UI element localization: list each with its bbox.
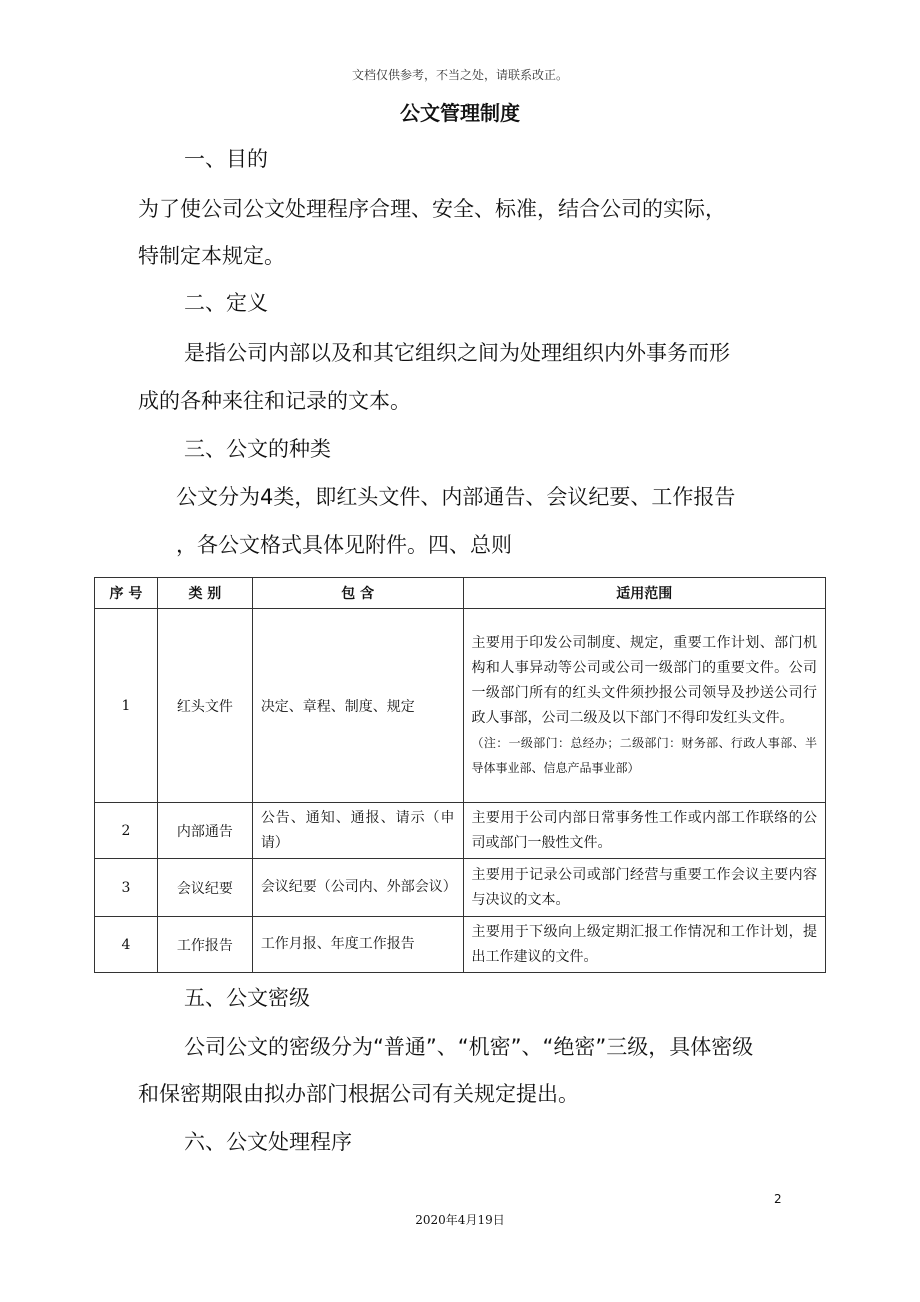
document-types-table xyxy=(94,577,826,973)
section-5-line-1: 公司公文的密级分为“普通”、“机密”、“绝密”三级，具体密级 xyxy=(184,1035,754,1059)
table-row xyxy=(95,859,826,917)
row-includes: 工作月报、年度工作报告 xyxy=(252,917,463,973)
table-row xyxy=(95,609,826,803)
table-row xyxy=(95,917,826,973)
header-no: 序 号 xyxy=(95,578,158,609)
row-category: 红头文件 xyxy=(157,609,252,803)
document-title: 公文管理制度 xyxy=(400,101,520,125)
row-number: 3 xyxy=(95,859,158,917)
page-number: 2 xyxy=(774,1192,782,1206)
row-includes: 决定、章程、制度、规定 xyxy=(252,609,463,803)
section-2-heading: 二、定义 xyxy=(184,291,268,315)
section-2-line-2: 成的各种来往和记录的文本。 xyxy=(138,389,411,413)
header-scope: 适用范围 xyxy=(463,578,825,609)
row-category: 工作报告 xyxy=(157,917,252,973)
section-3-heading: 三、公文的种类 xyxy=(184,437,331,461)
scope-text: 主要用于印发公司制度、规定，重要工作计划、部门机构和人事异动等公司或公司一级部门的重要文件。公司一级部门所有的红头文件须抄报公司领导及抄送公司行政人事部，公司二级及以下部门不得印发红头文件。 xyxy=(471,634,817,726)
section-5-heading: 五、公文密级 xyxy=(184,986,310,1010)
row-number: 1 xyxy=(95,609,158,803)
row-includes: 会议纪要（公司内、外部会议） xyxy=(252,859,463,917)
header-includes: 包 含 xyxy=(252,578,463,609)
section-2-line-1: 是指公司内部以及和其它组织之间为处理组织内外事务而形 xyxy=(184,341,730,365)
row-number: 4 xyxy=(95,917,158,973)
section-1-heading: 一、目的 xyxy=(184,147,268,171)
row-includes: 公告、通知、通报、请示（申请） xyxy=(252,803,463,859)
row-category: 会议纪要 xyxy=(157,859,252,917)
row-category: 内部通告 xyxy=(157,803,252,859)
section-3-line-2: ，各公文格式具体见附件。四、总则 xyxy=(176,533,512,557)
section-6-heading: 六、公文处理程序 xyxy=(184,1130,352,1154)
row-scope: 主要用于公司内部日常事务性工作或内部工作联络的公司或部门一般性文件。 xyxy=(463,803,825,859)
header-note: 文档仅供参考，不当之处，请联系改正。 xyxy=(351,68,568,82)
row-number: 2 xyxy=(95,803,158,859)
header-category: 类 别 xyxy=(157,578,252,609)
footer-date: 2020年4月19日 xyxy=(415,1213,505,1227)
section-1-line-2: 特制定本规定。 xyxy=(138,244,285,268)
table-header-row xyxy=(95,578,826,609)
section-3-line-1: 公文分为4类，即红头文件、内部通告、会议纪要、工作报告 xyxy=(176,485,736,509)
section-1-line-1: 为了使公司公文处理程序合理、安全、标准，结合公司的实际， xyxy=(138,197,726,221)
section-5-line-2: 和保密期限由拟办部门根据公司有关规定提出。 xyxy=(138,1082,579,1106)
scope-note: （注：一级部门：总经办；二级部门：财务部、行政人事部、半导体事业部、信息产品事业部） xyxy=(471,735,817,775)
table-row xyxy=(95,803,826,859)
row-scope xyxy=(463,609,825,803)
row-scope: 主要用于记录公司或部门经营与重要工作会议主要内容与决议的文本。 xyxy=(463,859,825,917)
row-scope: 主要用于下级向上级定期汇报工作情况和工作计划，提出工作建议的文件。 xyxy=(463,917,825,973)
